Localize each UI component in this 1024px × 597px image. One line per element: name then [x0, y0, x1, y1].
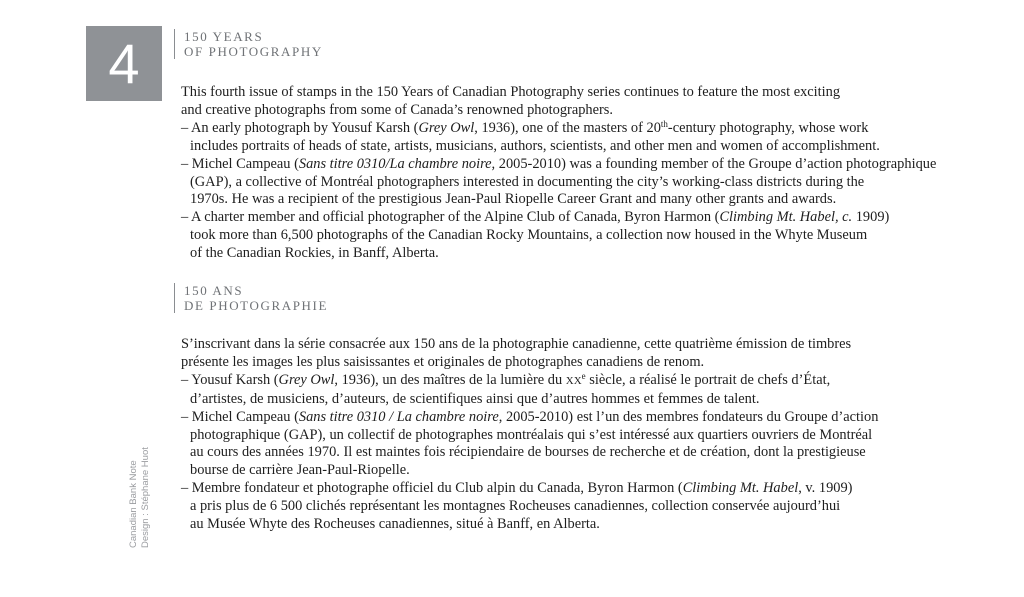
french-body — [181, 336, 971, 534]
text-line: photographique (GAP), un collectif de photographes montréalais qui s’est intéressé aux quartiers ouvriers de Montréal — [190, 426, 873, 443]
stamp-number: 4 — [108, 31, 140, 95]
french-intro-line1: S’inscrivant dans la série consacrée aux 150 ans de la photographie canadienne, cette quatrième émission de timbres — [181, 336, 852, 352]
french-intro-line2: présente les images les plus saisissantes et originales de photographes canadiens de renom. — [181, 353, 705, 370]
text-span: – Membre fondateur et photographe officiel du Club alpin du Canada, Byron Harmon ( — [181, 480, 683, 497]
photo-title: Sans titre 0310 / La chambre noire — [298, 408, 499, 425]
english-heading — [174, 29, 323, 59]
english-heading-line1: 150 YEARS — [184, 29, 264, 44]
english-intro-line1: This fourth issue of stamps in the 150 Years of Canadian Photography series continues to feature the most exciting — [181, 84, 841, 100]
english-campeau-item — [181, 156, 971, 210]
english-karsh-item — [181, 120, 971, 156]
text-line: au cours des années 1970. Il est maintes fois récipiendaire de bourses de recherche et de création, dont la prestigieuse — [190, 444, 866, 461]
french-intro — [181, 336, 971, 372]
english-harmon-item — [181, 209, 971, 263]
french-harmon-item — [181, 480, 971, 534]
text-span: , 1936), un des maîtres de la lumière du — [334, 371, 566, 388]
century-numeral: XX — [565, 374, 582, 387]
photo-title: Grey Owl — [278, 371, 335, 388]
photo-title: Grey Owl — [418, 119, 475, 136]
printer-credit: Canadian Bank Note — [128, 460, 139, 548]
photo-title: Climbing Mt. Habel — [682, 480, 799, 497]
text-line: bourse de carrière Jean-Paul-Riopelle. — [190, 462, 410, 479]
superscript: e — [581, 370, 586, 381]
text-line: (GAP), a collective of Montréal photographers interested in documenting the city’s working-class districts during the — [190, 173, 865, 190]
text-line: 1970s. He was a recipient of the prestigious Jean-Paul Riopelle Career Grant and many other grants and awards. — [190, 191, 837, 208]
text-line: au Musée Whyte des Rocheuses canadiennes, situé à Banff, en Alberta. — [190, 516, 600, 533]
english-heading-line2: OF PHOTOGRAPHY — [184, 44, 323, 59]
photo-title: Climbing Mt. Habel, c. — [719, 209, 853, 226]
photo-title: Sans titre 0310/La chambre noire, — [298, 155, 496, 172]
french-heading — [174, 283, 328, 313]
english-intro — [181, 84, 971, 120]
french-heading-line2: DE PHOTOGRAPHIE — [184, 298, 329, 313]
text-line: d’artistes, de musiciens, d’auteurs, de scientifiques ainsi que d’autres hommes et femmes de talent. — [190, 390, 760, 407]
text-line: took more than 6,500 photographs of the Canadian Rocky Mountains, a collection now housed in the Whyte Museum — [190, 227, 868, 244]
text-span: 2005-2010) was a founding member of the Groupe d’action photographique — [495, 155, 937, 172]
text-span: – Yousuf Karsh ( — [181, 371, 279, 388]
designer-credit: Design : Stéphane Huot — [140, 447, 151, 548]
text-span: -century photography, whose work — [667, 119, 869, 136]
text-span: – Michel Campeau ( — [181, 408, 299, 425]
printer-designer-credit — [128, 447, 152, 548]
text-line: of the Canadian Rockies, in Banff, Alberta. — [190, 245, 439, 262]
stamp-number-box — [86, 26, 162, 101]
french-heading-line1: 150 ANS — [184, 283, 244, 298]
text-span: , 1936), one of the masters of 20 — [474, 119, 661, 136]
french-karsh-item — [181, 372, 971, 409]
superscript: th — [660, 118, 668, 129]
text-span: , v. 1909) — [798, 480, 853, 497]
text-span: 1909) — [852, 209, 890, 226]
text-span: , 2005-2010) est l’un des membres fondateurs du Groupe d’action — [498, 408, 879, 425]
french-campeau-item — [181, 409, 971, 481]
text-span: – An early photograph by Yousuf Karsh ( — [181, 119, 419, 136]
english-intro-line2: and creative photographs from some of Canada’s renowned photographers. — [181, 101, 613, 118]
text-span: siècle, a réalisé le portrait de chefs d’État, — [585, 371, 831, 388]
text-line: a pris plus de 6 500 clichés représentant les montagnes Rocheuses canadiennes, collection conservée aujourd’hui — [190, 498, 841, 515]
english-body — [181, 84, 971, 263]
text-span: – Michel Campeau ( — [181, 155, 299, 172]
text-line: includes portraits of heads of state, artists, musicians, authors, scientists, and other men and women of accomplishment. — [190, 137, 880, 154]
text-span: – A charter member and official photographer of the Alpine Club of Canada, Byron Harmon ( — [181, 209, 720, 226]
